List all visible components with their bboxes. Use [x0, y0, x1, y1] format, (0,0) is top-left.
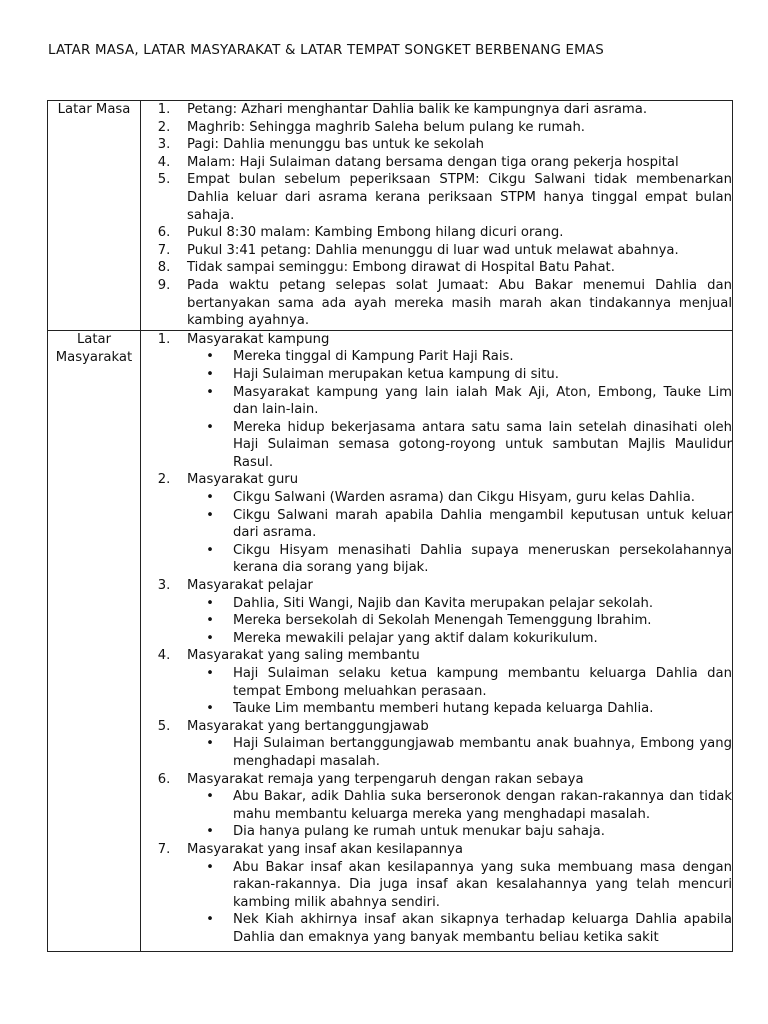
item-number: 2. — [157, 119, 171, 135]
bullet-text: Mereka tinggal di Kampung Parit Haji Rais. — [233, 349, 514, 365]
group-number: 5. — [157, 718, 171, 734]
bullet-item — [187, 542, 732, 577]
list-item — [141, 119, 732, 137]
bullet-item — [187, 630, 732, 648]
bullet-text: Haji Sulaiman merupakan ketua kampung di situ. — [233, 366, 559, 382]
item-text: Pada waktu petang selepas solat Jumaat: Abu Bakar menemui Dahlia dan bertanyakan sama ada ayah mereka masih marah akan tindakannya menjual kambing ayahnya. — [187, 277, 732, 329]
item-number: 8. — [157, 260, 171, 276]
latar-masyarakat-content — [141, 330, 733, 951]
list-item — [141, 101, 732, 119]
bullet-text: Dahlia, Siti Wangi, Najib dan Kavita merupakan pelajar sekolah. — [233, 595, 654, 611]
bullet-item — [187, 507, 732, 542]
group-heading — [141, 841, 732, 859]
bullet-icon: • — [206, 630, 214, 646]
group-title: Masyarakat kampung — [187, 331, 330, 347]
bullet-text: Tauke Lim membantu memberi hutang kepada keluarga Dahlia. — [233, 701, 654, 717]
label-latar-masyarakat — [48, 330, 141, 951]
item-number: 9. — [157, 277, 171, 293]
group-title: Masyarakat guru — [187, 472, 299, 488]
group-title: Masyarakat remaja yang terpengaruh dengan rakan sebaya — [187, 771, 584, 787]
latar-masa-list — [141, 101, 732, 330]
group-number: 6. — [157, 771, 171, 787]
label-latar-masa: Latar Masa — [48, 101, 141, 331]
bullet-item — [187, 348, 732, 366]
list-item — [141, 171, 732, 224]
group-heading — [141, 771, 732, 789]
bullet-text: Cikgu Hisyam menasihati Dahlia supaya meneruskan persekolahannya kerana dia sorang yang bijak. — [233, 542, 732, 576]
item-text: Maghrib: Sehingga maghrib Saleha belum pulang ke rumah. — [187, 119, 585, 135]
bullet-item — [187, 788, 732, 823]
item-text: Tidak sampai seminggu: Embong dirawat di Hospital Batu Pahat. — [187, 260, 615, 276]
item-number: 4. — [157, 154, 171, 170]
bullet-item — [187, 859, 732, 912]
bullet-icon: • — [206, 507, 214, 523]
item-text: Pukul 3:41 petang: Dahlia menunggu di luar wad untuk melawat abahnya. — [187, 242, 679, 258]
bullet-text: Nek Kiah akhirnya insaf akan sikapnya terhadap keluarga Dahlia apabila Dahlia dan emaknya yang banyak membantu beliau ketika sakit — [233, 912, 732, 945]
label-line-2: Masyarakat — [55, 349, 133, 365]
item-number: 1. — [157, 102, 171, 117]
group-heading — [141, 471, 732, 489]
list-item — [141, 224, 732, 242]
bullet-icon: • — [206, 789, 214, 805]
bullet-text: Dia hanya pulang ke rumah untuk menukar baju sahaja. — [233, 824, 605, 840]
group-heading — [141, 718, 732, 736]
bullet-icon: • — [206, 349, 214, 365]
group-heading — [141, 331, 732, 349]
document-title: LATAR MASA, LATAR MASYARAKAT & LATAR TEMPAT SONGKET BERBENANG EMAS — [48, 43, 604, 58]
bullet-text: Cikgu Salwani (Warden asrama) dan Cikgu Hisyam, guru kelas Dahlia. — [233, 490, 695, 506]
bullet-icon: • — [206, 384, 214, 400]
latar-table — [47, 100, 733, 952]
group-title: Masyarakat yang saling membantu — [187, 648, 420, 664]
bullet-text: Abu Bakar, adik Dahlia suka berseronok dengan rakan-rakannya dan tidak mahu membantu keluarga mereka yang menghadapi masalah. — [233, 789, 732, 822]
bullet-text: Mereka bersekolah di Sekolah Menengah Temenggung Ibrahim. — [233, 613, 652, 629]
bullet-item — [187, 735, 732, 770]
item-text: Pukul 8:30 malam: Kambing Embong hilang dicuri orang. — [187, 225, 564, 241]
item-number: 6. — [157, 225, 171, 241]
row-latar-masa — [48, 101, 733, 331]
list-item — [141, 259, 732, 277]
item-number: 3. — [157, 137, 171, 153]
bullet-text: Masyarakat kampung yang lain ialah Mak Aji, Aton, Embong, Tauke Lim dan lain-lain. — [233, 384, 732, 418]
bullet-item — [187, 612, 732, 630]
bullet-item — [187, 911, 732, 946]
bullet-icon: • — [206, 701, 214, 717]
bullet-icon: • — [206, 595, 214, 611]
item-text: Pagi: Dahlia menunggu bas untuk ke sekolah — [187, 137, 485, 153]
label-line-1: Latar — [76, 331, 112, 347]
bullet-text: Mereka mewakili pelajar yang aktif dalam kokurikulum. — [233, 630, 598, 646]
bullet-icon: • — [206, 542, 214, 558]
bullet-text: Cikgu Salwani marah apabila Dahlia mengambil keputusan untuk keluar dari asrama. — [233, 507, 732, 541]
latar-masyarakat-list — [141, 331, 732, 947]
bullet-icon: • — [206, 859, 214, 875]
group-title: Masyarakat yang bertanggungjawab — [187, 718, 429, 734]
item-text: Malam: Haji Sulaiman datang bersama dengan tiga orang pekerja hospital — [187, 154, 679, 170]
bullet-text: Haji Sulaiman selaku ketua kampung membantu keluarga Dahlia dan tempat Embong meluahkan perasaan. — [233, 666, 732, 699]
group-number: 4. — [157, 648, 171, 664]
bullet-icon: • — [206, 490, 214, 506]
bullet-icon: • — [206, 419, 214, 435]
bullet-item — [187, 665, 732, 700]
list-item — [141, 136, 732, 154]
bullet-icon: • — [206, 613, 214, 629]
item-text: Petang: Azhari menghantar Dahlia balik ke kampungnya dari asrama. — [187, 102, 648, 117]
bullet-item — [187, 384, 732, 419]
bullet-item — [187, 700, 732, 718]
item-number: 7. — [157, 242, 171, 258]
group-heading — [141, 647, 732, 665]
group-number: 2. — [157, 472, 171, 488]
bullet-item — [187, 366, 732, 384]
latar-masa-content — [141, 101, 733, 331]
group-number: 7. — [157, 841, 171, 857]
item-text: Empat bulan sebelum peperiksaan STPM: Cikgu Salwani tidak membenarkan Dahlia keluar dari asrama kerana periksaan STPM hanya tinggal empat bulan sahaja. — [187, 172, 732, 223]
list-item — [141, 277, 732, 330]
group-number: 1. — [157, 331, 171, 347]
list-item — [141, 242, 732, 260]
bullet-item — [187, 595, 732, 613]
group-heading — [141, 577, 732, 595]
group-number: 3. — [157, 578, 171, 594]
bullet-text: Abu Bakar insaf akan kesilapannya yang suka membuang masa dengan rakan-rakannya. Dia juga insaf akan kesalahannya yang telah mencuri kambing milik abahnya sendiri. — [233, 859, 732, 910]
item-number: 5. — [157, 172, 171, 188]
bullet-text: Haji Sulaiman bertanggungjawab membantu anak buahnya, Embong yang menghadapi masalah. — [233, 736, 732, 769]
bullet-icon: • — [206, 366, 214, 382]
group-title: Masyarakat yang insaf akan kesilapannya — [187, 841, 463, 857]
bullet-icon: • — [206, 912, 214, 928]
bullet-item — [187, 419, 732, 472]
bullet-text: Mereka hidup bekerjasama antara satu sama lain setelah dinasihati oleh Haji Sulaiman semasa gotong-royong untuk sambutan Majlis Maulidur Rasul. — [233, 419, 732, 470]
bullet-icon: • — [206, 824, 214, 840]
bullet-icon: • — [206, 736, 214, 752]
list-item — [141, 154, 732, 172]
bullet-icon: • — [206, 666, 214, 681]
bullet-item — [187, 823, 732, 841]
bullet-item — [187, 489, 732, 507]
group-title: Masyarakat pelajar — [187, 578, 313, 594]
row-latar-masyarakat — [48, 330, 733, 951]
